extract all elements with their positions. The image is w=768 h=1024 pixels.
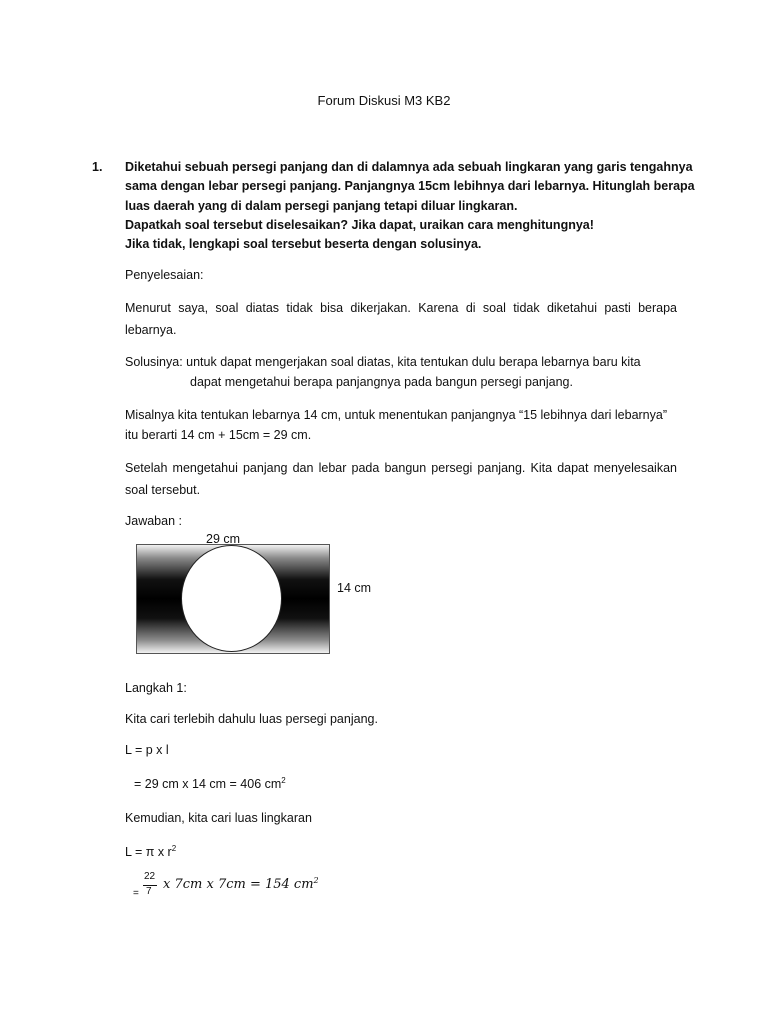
step-2-text: Kemudian, kita cari luas lingkaran [125,811,312,825]
paragraph-menurut-saya: Menurut saya, soal diatas tidak bisa dikerjakan. Karena di soal tidak diketahui pasti berapa lebarnya. [125,301,677,337]
calc-circle-equals: = [133,888,139,899]
solusi-line-1: Solusinya: untuk dapat mengerjakan soal diatas, kita tentukan dulu berapa lebarnya baru kita [125,355,641,369]
formula-circle-sup: 2 [171,844,177,853]
question-line: luas daerah yang di dalam persegi panjang tetapi diluar lingkaran. [125,198,518,213]
question-line: Jika tidak, lengkapi soal tersebut beserta dengan solusinya. [125,237,482,252]
question-line: Diketahui sebuah persegi panjang dan di dalamnya ada sebuah lingkaran yang garis tengahnya [125,160,693,174]
misalnya-line-2: itu berarti 14 cm + 15cm = 29 cm. [125,428,312,442]
calc-rectangle-text: = 29 cm x 14 cm = 406 cm [134,777,282,791]
fraction-denominator: 7 [146,886,152,897]
solusi-line-2: dapat mengetahui berapa panjangnya pada bangun persegi panjang. [190,375,573,389]
circle-diagram [181,545,282,652]
question-line: sama dengan lebar persegi panjang. Panjangnya 15cm lebihnya dari lebarnya. Hitunglah berapa [125,179,695,194]
question-line: Dapatkah soal tersebut diselesaikan? Jika dapat, uraikan cara menghitungnya! [125,217,594,232]
paragraph-setelah: Setelah mengetahui panjang dan lebar pada bangun persegi panjang. Kita dapat menyelesaikan soal tersebut. [125,461,677,497]
step-1-text: Kita cari terlebih dahulu luas persegi panjang. [125,712,378,726]
misalnya-line-1: Misalnya kita tentukan lebarnya 14 cm, untuk menentukan panjangnya “15 lebihnya dari lebarnya” [125,408,667,422]
question-text [125,158,695,254]
page-title: Forum Diskusi M3 KB2 [317,93,451,108]
length-label: 29 cm [206,532,241,546]
jawaban-label: Jawaban : [125,514,182,528]
calc-circle [163,876,319,894]
penyelesaian-label: Penyelesaian: [125,268,204,282]
calc-circle-sup: 2 [313,876,319,885]
formula-rectangle: L = p x l [125,743,169,757]
calc-rectangle [134,775,286,793]
width-label: 14 cm [337,581,372,595]
fraction-numerator: 22 [144,871,156,882]
question-number: 1. [92,160,103,174]
formula-circle [125,843,176,861]
calc-circle-text: x 7cm x 7cm = 154 cm [163,877,314,892]
langkah-1-label: Langkah 1: [125,681,187,695]
formula-circle-text: L = π x r [125,845,172,859]
calc-rectangle-sup: 2 [281,776,286,785]
